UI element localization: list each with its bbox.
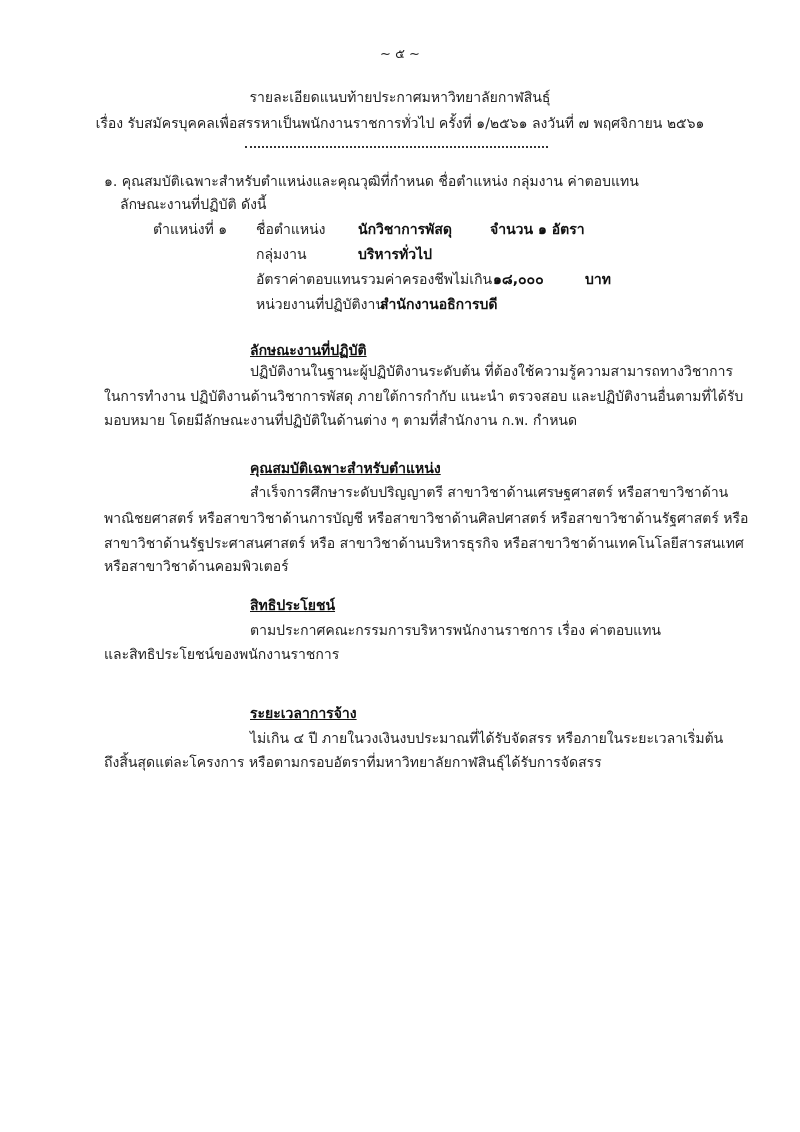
qualifications-line: สาขาวิชาด้านรัฐประศาสนศาสตร์ หรือ สาขาวิชาด้านบริหารธุรกิจ หรือสาขาวิชาด้านเทคโนโลยีสารสนเทศ (104, 536, 744, 552)
document-subject: เรื่อง รับสมัครบุคคลเพื่อสรรหาเป็นพนักงานราชการทั่วไป ครั้งที่ ๑/๒๕๖๑ ลงวันที่ ๗ พฤศจิกายน ๒๕๖๑ (95, 116, 705, 132)
qualifications-line: สำเร็จการศึกษาระดับปริญญาตรี สาขาวิชาด้านเศรษฐศาสตร์ หรือสาขาวิชาด้าน (250, 485, 729, 501)
benefits-line: และสิทธิประโยชน์ของพนักงานราชการ (104, 647, 340, 663)
group-label: กลุ่มงาน (256, 247, 307, 263)
employment-period-line: ถึงสิ้นสุดแต่ละโครงการ หรือตามกรอบอัตราที่มหาวิทยาลัยกาฬสินธุ์ได้รับการจัดสรร (104, 755, 602, 771)
rate-unit: บาท (585, 272, 611, 288)
duties-line: ในการทำงาน ปฏิบัติงานด้านวิชาการพัสดุ ภายใต้การกำกับ แนะนำ ตรวจสอบ และปฏิบัติงานอื่นตามที่ได้รับ (104, 389, 744, 405)
qualifications-heading: คุณสมบัติเฉพาะสำหรับตำแหน่ง (250, 461, 441, 477)
rate-value: ๑๘,๐๐๐ (493, 272, 544, 288)
document-title: รายละเอียดแนบท้ายประกาศมหาวิทยาลัยกาฬสินธุ์ (249, 90, 551, 106)
section1-line1: ๑. คุณสมบัติเฉพาะสำหรับตำแหน่งและคุณวุฒิที่กำหนด ชื่อตำแหน่ง กลุ่มงาน ค่าตอบแทน (104, 174, 639, 190)
divider (245, 146, 548, 148)
section1-line2: ลักษณะงานที่ปฏิบัติ ดังนี้ (120, 197, 267, 213)
employment-period-line: ไม่เกิน ๔ ปี ภายในวงเงินงบประมาณที่ได้รับจัดสรร หรือภายในระยะเวลาเริ่มต้น (250, 731, 724, 747)
qualifications-line: พาณิชยศาสตร์ หรือสาขาวิชาด้านการบัญชี หรือสาขาวิชาด้านศิลปศาสตร์ หรือสาขาวิชาด้านรัฐศาสตร์ หรือ (104, 511, 749, 527)
qualifications-line: หรือสาขาวิชาด้านคอมพิวเตอร์ (104, 559, 289, 575)
position-count: จำนวน ๑ อัตรา (490, 222, 585, 238)
benefits-line: ตามประกาศคณะกรรมการบริหารพนักงานราชการ เรื่อง ค่าตอบแทน (250, 623, 661, 639)
position-label: ตำแหน่งที่ ๑ (153, 222, 228, 238)
position-name-value: นักวิชาการพัสดุ (358, 222, 452, 238)
group-value: บริหารทั่วไป (358, 247, 433, 263)
page-number: ~ ๕ ~ (380, 47, 420, 62)
rate-label: อัตราค่าตอบแทนรวมค่าครองชีพไม่เกิน (256, 272, 493, 288)
unit-value: สำนักงานอธิการบดี (380, 297, 498, 313)
duties-heading: ลักษณะงานที่ปฏิบัติ (250, 343, 367, 359)
employment-period-heading: ระยะเวลาการจ้าง (250, 706, 357, 722)
duties-line: ปฏิบัติงานในฐานะผู้ปฏิบัติงานระดับต้น ที่ต้องใช้ความรู้ความสามารถทางวิชาการ (250, 364, 734, 380)
benefits-heading: สิทธิประโยชน์ (250, 598, 336, 614)
unit-label: หน่วยงานที่ปฏิบัติงาน (256, 297, 385, 313)
position-name-label: ชื่อตำแหน่ง (256, 222, 326, 238)
duties-line: มอบหมาย โดยมีลักษณะงานที่ปฏิบัติในด้านต่าง ๆ ตามที่สำนักงาน ก.พ. กำหนด (104, 413, 578, 429)
